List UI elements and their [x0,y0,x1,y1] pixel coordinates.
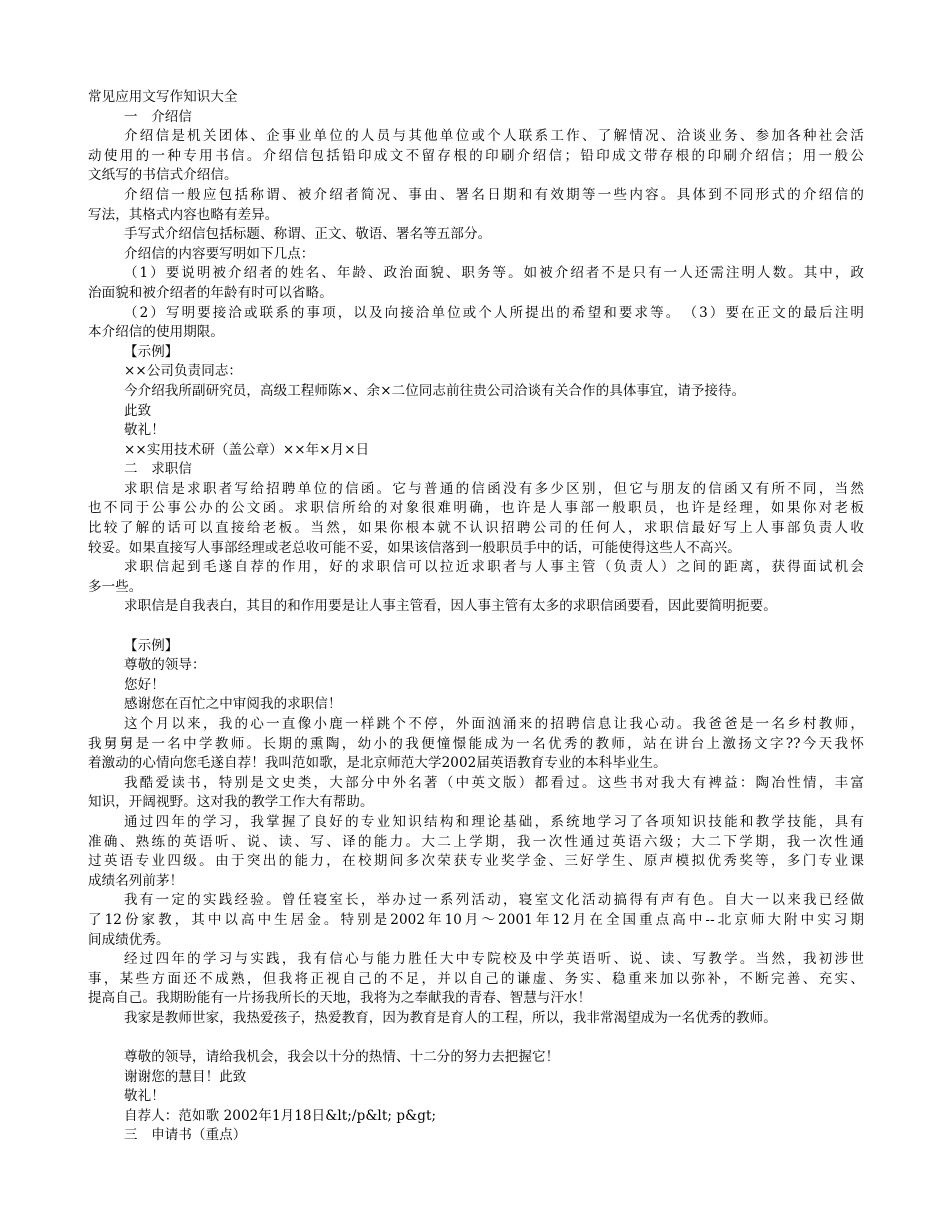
letter-line: 感谢您在百忙之中审阅我的求职信！ [124,696,342,713]
paragraph-line: 过英语专业四级。由于突出的能力，在校期间多次荣获专业奖学金、三好学生、原声模拟优秀奖等，多门专业课 [88,853,864,870]
blank-line [88,1029,864,1049]
paragraph-line: 我有一定的实践经验。曾任寝室长，举办过一系列活动，寝室文化活动搞得有声有色。自大一以来我已经做 [124,892,864,909]
paragraph-line: 介绍信的内容要写明如下几点： [124,245,315,262]
paragraph-line: 我家是教师世家，我热爱孩子，热爱教育，因为教育是育人的工程，所以，我非常渴望成为一名优秀的教师。 [124,1009,777,1026]
paragraph-line: 求职信起到毛遂自荐的作用，好的求职信可以拉近求职者与人事主管（负责人）之间的距离，获得面试机会 [124,559,864,576]
paragraph-line: 求职信是自我表白，其目的和作用要是让人事主管看，因人事主管有太多的求职信函要看，因此要简明扼要。 [124,598,777,615]
paragraph-line: 事，某些方面还不成熟，但我将正视自己的不足，并以自己的谦虚、务实、稳重来加以弥补，不断完善、充实、 [88,970,864,987]
paragraph-line: （2）写明要接洽或联系的事项，以及向接洽单位或个人所提出的希望和要求等。 （3）要在正文的最后注明 [124,304,864,321]
paragraph-line: 提高自己。我期盼能有一片扬我所长的天地，我将为之奉献我的青春、智慧与汗水！ [88,990,592,1007]
section-heading: 二 求职信 [124,461,192,478]
paragraph-line: 较妥。如果直接写人事部经理或老总收可能不妥，如果该信落到一般职员手中的话，可能使得这些人不高兴。 [88,539,741,556]
paragraph-line: 求职信是求职者写给招聘单位的信函。它与普通的信函没有多少区别，但它与朋友的信函又有所不同，当然 [124,480,864,497]
document-title: 常见应用文写作知识大全 [88,89,238,105]
letter-greeting: 您好！ [124,676,165,693]
paragraph-line: 比较了解的话可以直接给老板。当然，如果你根本就不认识招聘公司的任何人，求职信最好写上人事部负责人收 [88,520,864,537]
letter-salutation: ××公司负责同志： [124,363,243,380]
letter-signature: 自荐人：范如歌 2002年1月18日&lt;/p&lt; p&gt; [124,1107,437,1124]
paragraph-line: 写法，其格式内容也略有差异。 [88,206,279,223]
paragraph-line: 介绍信是机关团体、企事业单位的人员与其他单位或个人联系工作、了解情况、洽谈业务、参加各种社会活 [124,128,864,145]
section-heading: 一 介绍信 [124,108,192,125]
letter-line: 尊敬的领导，请给我机会，我会以十分的热情、十二分的努力去把握它！ [124,1049,560,1066]
paragraph-line: 通过四年的学习，我掌握了良好的专业知识结构和理论基础，系统地学习了各项知识技能和教学技能，具有 [124,813,864,830]
example-heading: 【示例】 [124,637,179,654]
paragraph-line: 准确、熟练的英语听、说、读、写、译的能力。大二上学期，我一次性通过英语六级；大二下学期，我一次性通 [88,833,864,850]
paragraph-line: 成绩名列前茅！ [88,872,184,889]
paragraph-line: 也不同于公事公办的公文函。求职信所给的对象很难明确，也许是人事部一般职员，也许是经理，如果你对老板 [88,500,864,517]
example-heading: 【示例】 [124,343,179,360]
paragraph-line: 经过四年的学习与实践，我有信心与能力胜任大中专院校及中学英语听、说、读、写教学。当然，我初涉世 [124,951,864,968]
letter-closing: 敬礼！ [124,422,165,439]
letter-closing: 谢谢您的慧目！此致 [124,1068,247,1085]
letter-closing: 敬礼！ [124,1088,165,1105]
paragraph-line: 了12份家教，其中以高中生居金。特别是2002年10月～2001年12月在全国重点高中--北京师大附中实习期 [88,911,864,928]
paragraph-line: 着激动的心情向您毛遂自荐！我叫范如歌，是北京师范大学2002届英语教育专业的本科毕业生。 [88,755,667,772]
paragraph-line: 多一些。 [88,578,143,595]
paragraph-line: 介绍信一般应包括称谓、被介绍者简况、事由、署名日期和有效期等一些内容。具体到不同形式的介绍信的 [124,186,864,203]
paragraph-line: 动使用的一种专用书信。介绍信包括铅印成文不留存根的印刷介绍信；铅印成文带存根的印刷介绍信；用一般公 [88,147,864,164]
letter-closing: 此致 [124,402,152,419]
paragraph-line: 这个月以来，我的心一直像小鹿一样跳个不停，外面汹涌来的招聘信息让我心动。我爸爸是一名乡村教师， [124,716,864,732]
paragraph-line: 治面貌和被介绍者的年龄有时可以省略。 [88,284,333,301]
letter-signature: ××实用技术研（盖公章）××年×月×日 [124,441,370,458]
paragraph-line: 我酷爱读书，特别是文史类，大部分中外名著（中英文版）都看过。这些书对我大有裨益：陶冶性情，丰富 [124,774,864,791]
letter-body: 今介绍我所副研究员，高级工程师陈×、余×二位同志前往贵公司洽谈有关合作的具体事宜，请予接待。 [124,382,746,399]
paragraph-line: （1）要说明被介绍者的姓名、年龄、政治面貌、职务等。如被介绍者不是只有一人还需注明人数。其中，政 [124,265,864,282]
letter-salutation: 尊敬的领导： [124,657,206,674]
paragraph-line: 我舅舅是一名中学教师。长期的熏陶，幼小的我便憧憬能成为一名优秀的教师，站在讲台上激扬文字??今天我怀 [88,735,864,752]
document-page [88,88,864,1146]
section-heading: 三 申请书（重点） [124,1127,247,1144]
paragraph-line: 知识，开阔视野。这对我的教学工作大有帮助。 [88,794,374,811]
paragraph-line: 文纸写的书信式介绍信。 [88,167,238,184]
paragraph-line: 本介绍信的使用期限。 [88,324,224,341]
paragraph-line: 间成绩优秀。 [88,931,170,948]
blank-line [88,617,864,637]
paragraph-line: 手写式介绍信包括标题、称谓、正文、敬语、署名等五部分。 [124,226,492,243]
